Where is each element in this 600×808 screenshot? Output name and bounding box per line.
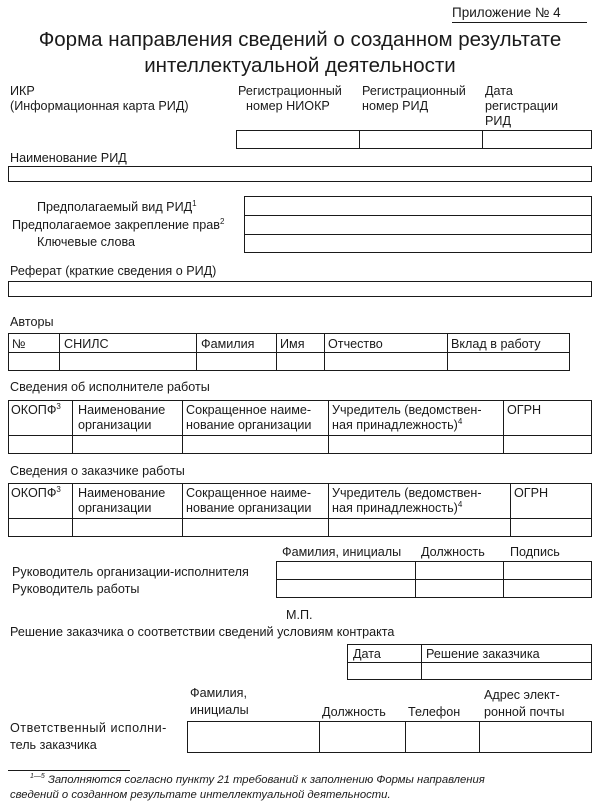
- executor-ogrn: ОГРН: [507, 403, 542, 417]
- divider: [479, 721, 480, 753]
- head-org-label: Руководитель организации-исполнителя: [12, 565, 249, 579]
- authors-col-number: №: [12, 337, 26, 351]
- footnote-rule: [8, 770, 130, 771]
- executor-okopf: ОКОПФ$^3$: [11, 401, 61, 417]
- reg-date-label-2: регистрации: [485, 99, 558, 113]
- divider: [244, 215, 592, 216]
- resp-col-email-1: Адрес элект-: [484, 688, 560, 702]
- resp-col-position: Должность: [322, 705, 386, 719]
- customer-short-1: Сокращенное наиме-: [186, 486, 312, 500]
- customer-name-1: Наименование: [78, 486, 166, 500]
- authors-col-contribution: Вклад в работу: [451, 337, 541, 351]
- resp-col-email-2: ронной почты: [484, 705, 565, 719]
- executor-name-1: Наименование: [78, 403, 166, 417]
- authors-col-patronymic: Отчество: [328, 337, 383, 351]
- authors-col-snils: СНИЛС: [64, 337, 109, 351]
- customer-short-2: нование организации: [186, 501, 312, 515]
- divider: [482, 130, 483, 149]
- sign-col-signature: Подпись: [510, 545, 560, 559]
- abstract-field[interactable]: [8, 281, 592, 297]
- decision-heading: Решение заказчика о соответствии сведений условиям контракта: [10, 625, 395, 639]
- rid-rights-label: Предполагаемое закрепление прав$^2$: [12, 216, 225, 232]
- rid-name-field[interactable]: [8, 166, 592, 182]
- resp-col-phone: Телефон: [408, 705, 461, 719]
- divider: [405, 721, 406, 753]
- sign-col-position: Должность: [421, 545, 485, 559]
- customer-okopf: ОКОПФ$^3$: [11, 484, 61, 500]
- executor-name-2: организации: [78, 418, 152, 432]
- form-title-line2: интеллектуальной деятельности: [144, 54, 456, 77]
- abstract-label: Реферат (краткие сведения о РИД): [10, 264, 217, 278]
- resp-col-fio-2: инициалы: [190, 703, 249, 717]
- head-org-row[interactable]: [276, 561, 592, 579]
- customer-founder-1: Учредитель (ведомствен-: [332, 486, 482, 500]
- executor-heading: Сведения об исполнителе работы: [10, 380, 210, 394]
- sign-col-fio: Фамилия, инициалы: [282, 545, 402, 559]
- responsible-label-1: Ответственный исполни-: [10, 721, 167, 735]
- executor-short-1: Сокращенное наиме-: [186, 403, 312, 417]
- head-work-label: Руководитель работы: [12, 582, 140, 596]
- responsible-row[interactable]: [187, 721, 592, 753]
- divider: [319, 721, 320, 753]
- reg-date-label-3: РИД: [485, 114, 511, 128]
- rid-kind-rights-keywords-field[interactable]: [244, 196, 592, 253]
- reg-rid-label-1: Регистрационный: [362, 84, 466, 98]
- authors-col-surname: Фамилия: [201, 337, 255, 351]
- head-work-row[interactable]: [276, 579, 592, 598]
- rid-keywords-label: Ключевые слова: [37, 235, 136, 249]
- authors-row[interactable]: [8, 352, 570, 371]
- resp-col-fio-1: Фамилия,: [190, 686, 247, 700]
- customer-ogrn: ОГРН: [514, 486, 549, 500]
- divider: [244, 234, 592, 235]
- decision-col-decision: Решение заказчика: [426, 647, 540, 661]
- authors-heading: Авторы: [10, 315, 54, 329]
- customer-name-2: организации: [78, 501, 152, 515]
- customer-founder-2: ная принадлежность)$^4$: [332, 499, 463, 515]
- customer-row[interactable]: [8, 518, 592, 537]
- responsible-label-2: тель заказчика: [10, 738, 97, 752]
- decision-row[interactable]: [347, 662, 592, 680]
- reg-rid-label-2: номер РИД: [362, 99, 429, 113]
- footnote-line2: сведений о созданном результате интеллектуальной деятельности.: [10, 789, 391, 801]
- rid-kind-label: Предполагаемый вид РИД$^1$: [37, 198, 197, 214]
- executor-row[interactable]: [8, 435, 592, 454]
- executor-founder-2: ная принадлежность)$^4$: [332, 416, 463, 432]
- decision-col-date: Дата: [353, 647, 381, 661]
- stamp-place-label: М.П.: [286, 608, 313, 622]
- executor-short-2: нование организации: [186, 418, 312, 432]
- ikr-label: ИКР: [10, 84, 35, 98]
- authors-col-name: Имя: [280, 337, 305, 351]
- divider: [359, 130, 360, 149]
- registration-fields[interactable]: [236, 130, 592, 149]
- footnote-line1: $^{1—5}$ Заполняются согласно пункту 21 требований к заполнению Формы направления: [30, 773, 485, 786]
- form-title-line1: Форма направления сведений о созданном результате: [38, 28, 562, 51]
- reg-niokr-label-2: номер НИОКР: [246, 99, 330, 113]
- customer-heading: Сведения о заказчике работы: [10, 464, 185, 478]
- ikr-caption: (Информационная карта РИД): [10, 99, 189, 113]
- appendix-label: Приложение № 4: [452, 5, 561, 20]
- executor-founder-1: Учредитель (ведомствен-: [332, 403, 482, 417]
- rid-name-label: Наименование РИД: [10, 151, 127, 165]
- reg-niokr-label-1: Регистрационный: [238, 84, 342, 98]
- reg-date-label-1: Дата: [485, 84, 513, 98]
- appendix-underline: [452, 22, 587, 23]
